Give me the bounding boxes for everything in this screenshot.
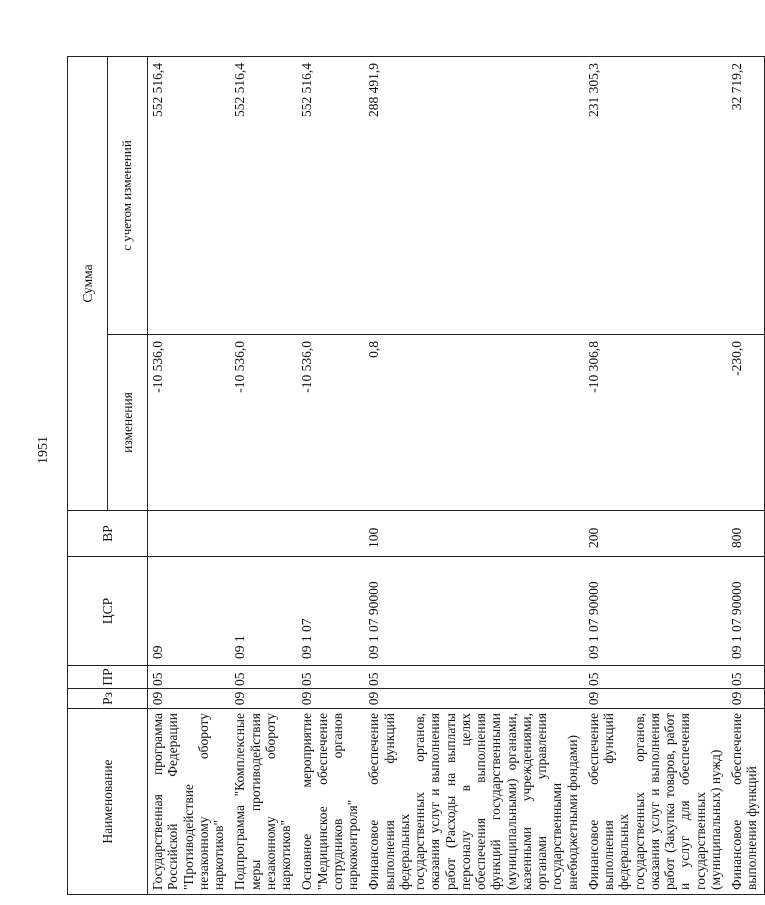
row-vr: 200 — [584, 511, 727, 557]
row-rz: 09 — [727, 689, 764, 709]
row-pr: 05 — [148, 666, 231, 689]
row-pr: 05 — [364, 666, 584, 689]
row-vr — [148, 511, 231, 557]
row-pr: 05 — [230, 666, 297, 689]
header-rz: Рз — [68, 689, 148, 709]
row-pr: 05 — [297, 666, 364, 689]
page-number: 1951 — [36, 436, 51, 464]
rotated-sheet — [67, 57, 760, 895]
row-vr — [297, 511, 364, 557]
table-row — [297, 56, 364, 894]
header-name: Наименование — [68, 709, 148, 895]
header-vr: ВР — [68, 511, 148, 557]
row-pr: 05 — [727, 666, 764, 689]
row-csr: 09 1 07 90000 — [584, 557, 727, 666]
row-name: Основное мероприятие "Медицинское обеспечение сотрудников органов наркоконтроля" — [297, 709, 364, 895]
row-with-change: 288 491,9 — [364, 56, 584, 334]
row-change: -10 536,0 — [148, 335, 231, 511]
row-csr: 09 1 — [230, 557, 297, 666]
header-with-change: с учетом изменений — [108, 56, 148, 334]
row-rz: 09 — [584, 689, 727, 709]
row-change: -230,0 — [727, 335, 764, 511]
row-csr: 09 1 07 90000 — [364, 557, 584, 666]
header-change: изменения — [108, 335, 148, 511]
header-sum: Сумма — [68, 56, 108, 510]
table-row — [727, 56, 764, 894]
row-csr: 09 — [148, 557, 231, 666]
row-csr: 09 1 07 90000 — [727, 557, 764, 666]
row-with-change: 552 516,4 — [230, 56, 297, 334]
row-with-change: 552 516,4 — [297, 56, 364, 334]
row-rz: 09 — [364, 689, 584, 709]
row-change: 0,8 — [364, 335, 584, 511]
row-rz: 09 — [230, 689, 297, 709]
header-pr: ПР — [68, 666, 148, 689]
table-row — [230, 56, 297, 894]
row-with-change: 552 516,4 — [148, 56, 231, 334]
row-with-change: 32 719,2 — [727, 56, 764, 334]
row-change: -10 536,0 — [297, 335, 364, 511]
row-rz: 09 — [148, 689, 231, 709]
row-change: -10 536,0 — [230, 335, 297, 511]
table-row — [148, 56, 231, 894]
row-csr: 09 1 07 — [297, 557, 364, 666]
budget-table — [67, 56, 765, 895]
table-row — [584, 56, 727, 894]
row-rz: 09 — [297, 689, 364, 709]
table-row — [364, 56, 584, 894]
row-vr: 800 — [727, 511, 764, 557]
table-header — [68, 56, 148, 894]
row-with-change: 231 305,3 — [584, 56, 727, 334]
row-name: Финансовое обеспечение выполнения функций федеральных государственных органов, оказания услуг и выполнения работ (Расходы на выплаты персоналу в целях обеспечения выполнения функций государственными (муниципальными) органами, казенными учреждениями, органами управления государственными внебюджетными фондами) — [364, 709, 584, 895]
budget-table-container — [67, 57, 760, 895]
row-change: -10 306,8 — [584, 335, 727, 511]
header-csr: ЦСР — [68, 557, 148, 666]
row-vr — [230, 511, 297, 557]
row-name: Государственная программа Российской Федерации "Противодействие незаконному обороту наркотиков" — [148, 709, 231, 895]
row-name: Финансовое обеспечение выполнения функций федеральных государственных органов, оказания услуг и выполнения работ (Закупка товаров, работ и услуг для обеспечения государственных (муниципальных) нужд) — [584, 709, 727, 895]
row-vr: 100 — [364, 511, 584, 557]
row-name: Подпрограмма "Комплексные меры противодействия незаконному обороту наркотиков" — [230, 709, 297, 895]
row-name: Финансовое обеспечение выполнения функций — [727, 709, 764, 895]
row-pr: 05 — [584, 666, 727, 689]
